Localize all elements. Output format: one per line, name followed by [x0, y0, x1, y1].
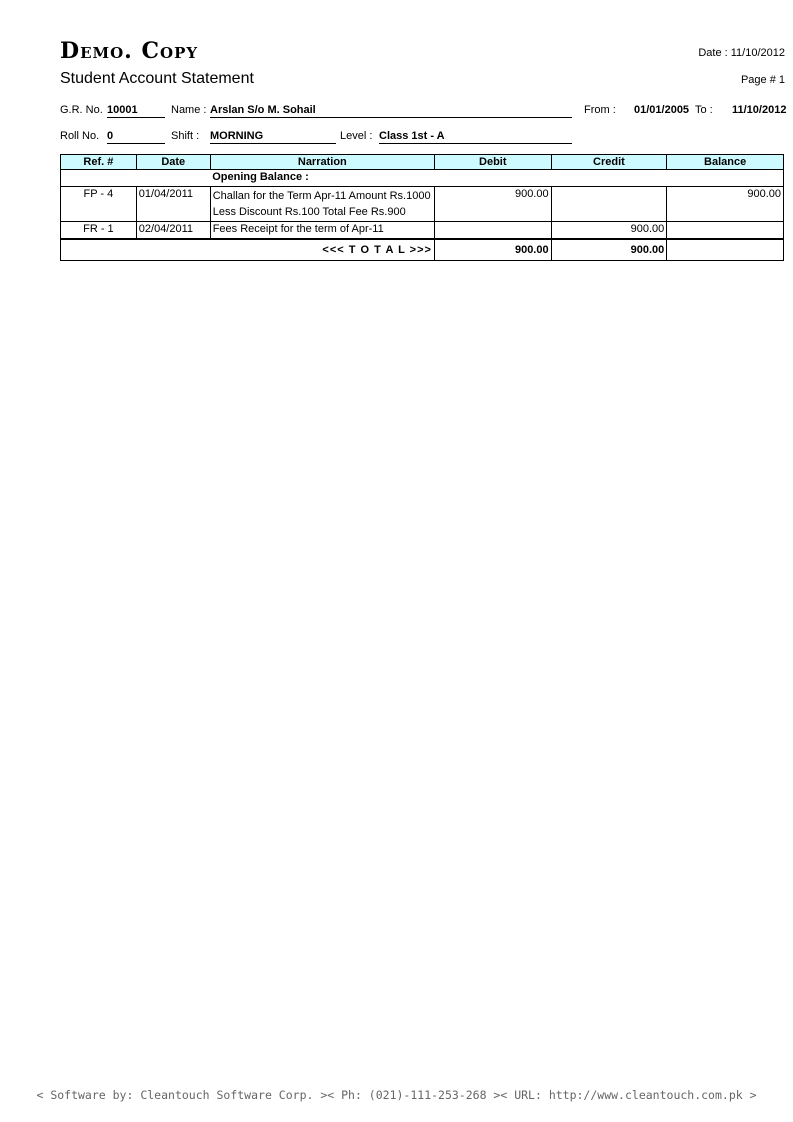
row-narration [210, 187, 434, 222]
gr-label: G.R. No. [60, 104, 103, 116]
total-row [61, 239, 784, 261]
row-balance [667, 222, 784, 240]
narration-line-2: Less Discount Rs.100 Total Fee Rs.900 [212, 206, 406, 218]
ledger-table [60, 154, 784, 261]
col-balance-header: Balance [667, 155, 784, 170]
col-ref-header: Ref. # [61, 155, 137, 170]
total-balance [667, 239, 784, 261]
col-debit-header: Debit [434, 155, 551, 170]
row-credit [551, 187, 667, 222]
total-credit: 900.00 [551, 239, 667, 261]
col-narration-header: Narration [210, 155, 434, 170]
opening-balance-row [61, 170, 784, 187]
report-date: Date : 11/10/2012 [698, 47, 785, 59]
row-date: 02/04/2011 [136, 222, 210, 240]
row-ref: FR - 1 [61, 222, 137, 240]
to-label: To : [695, 104, 713, 116]
document-title: Demo. Copy [60, 38, 199, 64]
roll-value: 0 [107, 130, 165, 144]
row-credit: 900.00 [551, 222, 667, 240]
level-label: Level : [340, 130, 373, 142]
from-value: 01/01/2005 [634, 104, 690, 116]
row-debit [434, 222, 551, 240]
table-row [61, 187, 784, 222]
row-ref: FP - 4 [61, 187, 137, 222]
total-debit: 900.00 [434, 239, 551, 261]
col-credit-header: Credit [551, 155, 667, 170]
statement-subtitle: Student Account Statement [60, 70, 254, 87]
to-value: 11/10/2012 [732, 104, 787, 116]
row-balance: 900.00 [667, 187, 784, 222]
row-debit: 900.00 [434, 187, 551, 222]
software-footer: < Software by: Cleantouch Software Corp. >< Ph: (021)-111-253-268 >< URL: http://www.cleantouch.com.pk > [36, 1088, 757, 1102]
row-narration [210, 222, 434, 240]
shift-value: MORNING [210, 130, 336, 144]
total-label: <<< T O T A L >>> [61, 239, 435, 261]
gr-value: 10001 [107, 104, 165, 118]
name-value: Arslan S/o M. Sohail [210, 104, 572, 118]
level-value: Class 1st - A [379, 130, 572, 144]
from-label: From : [584, 104, 616, 116]
narration-line-1: Challan for the Term Apr-11 Amount Rs.1000 [212, 190, 431, 202]
row-date: 01/04/2011 [136, 187, 210, 222]
page-number: Page # 1 [740, 74, 785, 86]
name-label: Name : [171, 104, 207, 116]
opening-balance-label: Opening Balance : [210, 170, 783, 187]
narration-line-1: Fees Receipt for the term of Apr-11 [212, 223, 384, 235]
roll-label: Roll No. [60, 130, 100, 142]
table-row [61, 222, 784, 240]
table-header-row [61, 155, 784, 170]
shift-label: Shift : [171, 130, 200, 142]
col-date-header: Date [136, 155, 210, 170]
